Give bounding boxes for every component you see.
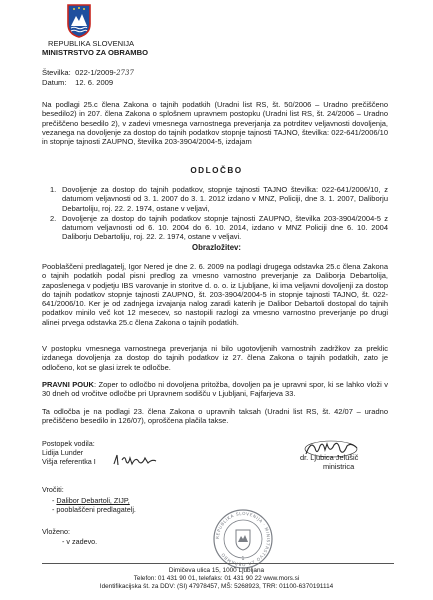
date-label: Datum:: [42, 78, 67, 87]
reasoning-title: Obrazložitev:: [192, 243, 241, 252]
file-item-text: v zadevo.: [66, 537, 98, 546]
delivery-label: Vročiti:: [42, 485, 64, 494]
lead-signature-icon: [112, 452, 158, 468]
file-label: Vloženo:: [42, 527, 70, 536]
procedure-lead-label: Postopek vodila:: [42, 439, 95, 448]
file-item: [62, 538, 97, 547]
stamp-center-number: 1: [241, 556, 245, 562]
republic-name: REPUBLIKA SLOVENIJA: [48, 39, 135, 48]
footer-address: Dimičeva ulica 15, 1000 Ljubljana: [168, 567, 265, 574]
legal-notice: [42, 380, 388, 399]
signatory-name: dr. Ljubica Jelušič: [300, 453, 359, 462]
document-number: [42, 68, 134, 77]
number-value: 022-1/2009-: [75, 68, 117, 77]
decision-item-text: Dovoljenje za dostop do tajnih podatkov stopnje tajnosti ZAUPNO, številka 203-3904/2004-5 z datumom veljavnosti od 6. 10. 2004 do 6. 10. 2014, izdano v MNZ Policiji dne 6. 10. 2004 Daliborju Debartoliju, roj. 22. 2. 1974, ostane v veljavi.: [62, 213, 388, 242]
footer-divider: [42, 563, 394, 564]
file-bullet: -: [62, 537, 67, 546]
footer-identifiers: Identifikacijska št. za DDV: (SI) 47978457, MŠ: 5268923, TRR: 01100-6370191114: [99, 583, 334, 590]
decision-item: [42, 214, 388, 242]
number-label: Številka:: [42, 68, 71, 77]
decision-item-number: 1.: [50, 185, 57, 194]
delivery-item-text: pooblaščeni predlagatelj.: [56, 505, 136, 514]
reasoning-paragraph-2: V postopku vmesnega varnostnega preverjanja ni bilo ugotovljenih varnostnih zadržkov za preklic izdanega dovoljenja za dostop do tajnih podatkov iz 27. člena Zakona o tajnih podatkih, zato je odločeno, kot se glasi izrek te odločbe.: [42, 344, 388, 372]
reasoning-paragraph-1: Pooblaščeni predlagatelj, Igor Nered je dne 2. 6. 2009 na podlagi drugega odstavka 25.c člena Zakona o tajnih podatkih podal pisni predlog za vmesno varnostno preverjanje za Daliborja Debartolija, zaposlenega v podjetju IBS varovanje in storitve d. o. o. iz Ljubljane, ki ima veljavni dovoljenji za dostop do tajnih podatkov stopnje tajnosti ZAUPNO, št. 203-3904/2004-5 in stopnje tajnosti TAJNO, št. 022-641/2006/10. Ker je od zadnjega izvajanja nalog zaradi katerih je Dalibor Debartoli dostopal do tajnih podatkov minilo več kot 12 mesecev, so nastopili razlogi za vmesno varnostno preverjanje po drugi alinei prvega odstavka 25.c člena Zakona o tajnih podatkih.: [42, 262, 388, 327]
decision-item-text: Dovoljenje za dostop do tajnih podatkov, stopnje tajnosti TAJNO številka: 022-641/2006/10, z datumom veljavnosti od 3. 1. 2007 do 3. 1. 2012 izdano v MNZ, Policiji, dne 3. 1. 2007, Daliborju Debartoliju, roj. 22. 2. 1974, ostane v veljavi,: [62, 185, 388, 213]
decision-item: [42, 185, 388, 213]
delivery-bullet: -: [52, 505, 57, 514]
decision-title: ODLOČBO: [190, 166, 243, 175]
delivery-item: [52, 506, 136, 515]
intro-paragraph: Na podlagi 25.c člena Zakona o tajnih podatkih (Uradni list RS, št. 50/2006 – Uradno prečiščeno besedilo2) in 207. člena Zakona o splošnem upravnem postopku (Uradni list RS, št. 24/2006 – Uradno prečiščeno besedilo 2), v zadevi vmesnega varnostnega preverjanja za potrditev veljavnosti dovoljenja, vezanega na dovoljenje za dostop do tajnih podatkov stopnje tajnosti TAJNO, številka: 022-641/2006/10 in stopnje tajnosti ZAUPNO, številka 203-3904/2004-5, izdajam: [42, 100, 388, 147]
date-value: 12. 6. 2009: [75, 78, 114, 87]
signatory-title: ministrica: [323, 462, 355, 471]
footer-contacts: Telefon: 01 431 90 01, telefaks: 01 431 90 22 www.mors.si: [133, 575, 300, 582]
stamp-ring-text: REPUBLIKA SLOVENIJA · MINISTRSTVO ZA OBRAMBO: [214, 510, 272, 568]
procedure-lead-name: Lidija Lunder: [42, 448, 84, 457]
coat-of-arms-icon: [66, 4, 92, 38]
decision-list: [42, 185, 388, 243]
document-date: [42, 78, 113, 87]
legal-notice-label: PRAVNI POUK: [42, 380, 94, 389]
decision-item-number: 2.: [50, 213, 57, 223]
legal-notice-text: : Zoper to odločbo ni dovoljena pritožba, dovoljen pa je upravni spor, ki se lahko vloži v 30 dneh od vročitve odločbe pri Upravnem sodišču v Ljubljani, Fajfarjeva 33.: [42, 380, 388, 399]
ministry-name: MINISTRSTVO ZA OBRAMBO: [42, 48, 149, 57]
procedure-lead-title: Višja referentka I: [42, 457, 96, 466]
fee-paragraph: Ta odločba je na podlagi 23. člena Zakona o upravnih taksah (Uradni list RS, št. 42/07 – uradno prečiščeno besedilo in 126/07), oproščena plačila takse.: [42, 407, 388, 426]
official-stamp-icon: [212, 508, 274, 570]
delivery-item-text: Dalibor Debartoli, ZIJP,: [56, 496, 130, 505]
number-handwritten: 2737: [116, 69, 134, 77]
delivery-bullet: -: [52, 496, 57, 505]
